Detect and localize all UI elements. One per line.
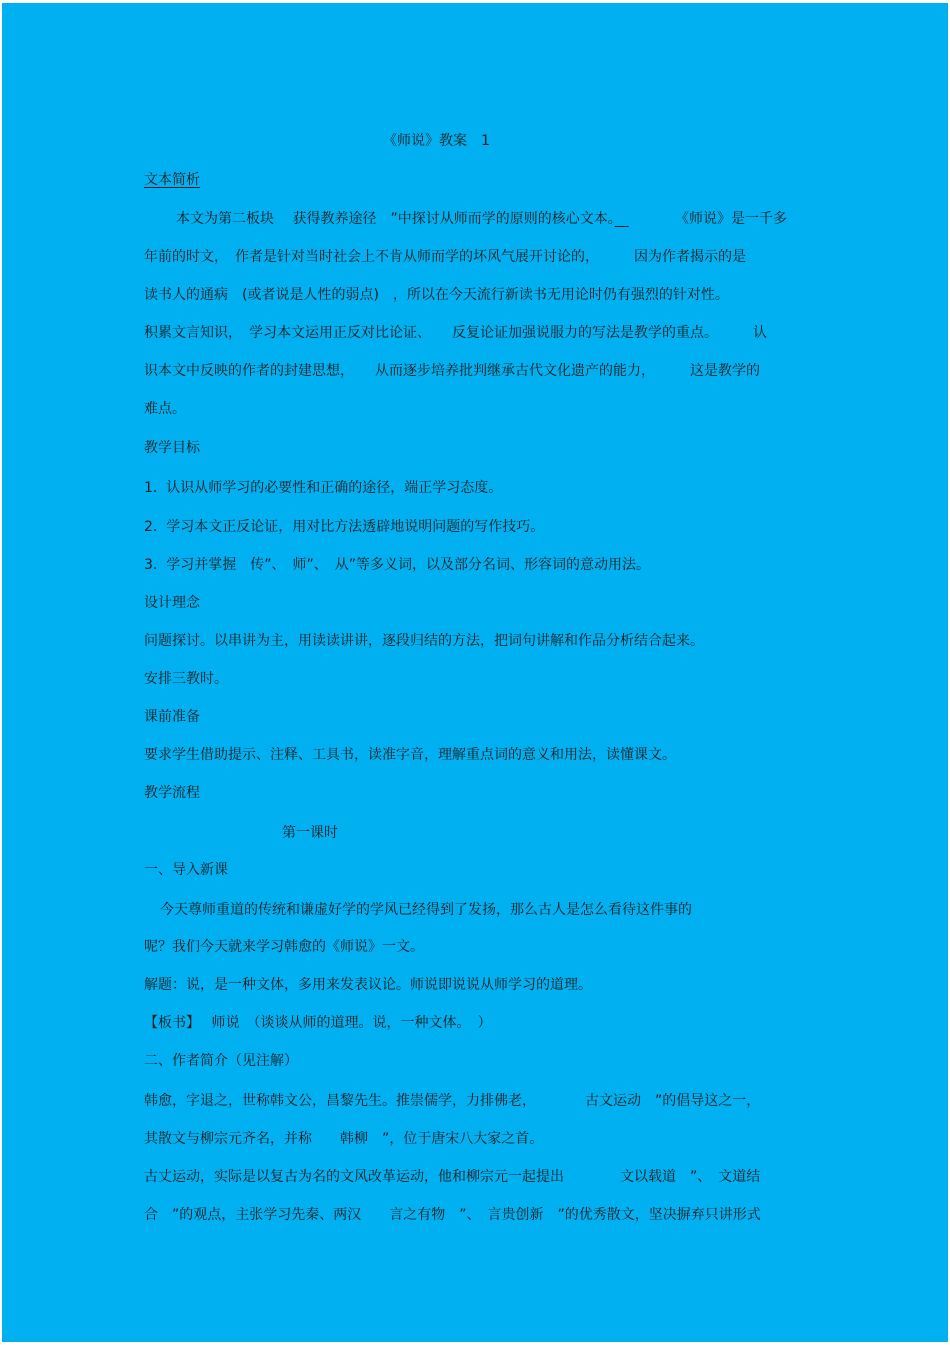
board-note: 【板书】 师说 （谈谈从师的道理。说，一种文体。 ） xyxy=(144,1015,492,1031)
analysis-paragraph-1-line-1b: 《师说》是一千多 xyxy=(675,211,787,227)
lesson-heading: 第一课时 xyxy=(282,825,338,841)
author-line-1: 韩愈，字退之，世称韩文公，昌黎先生。推崇儒学，力排佛老， 古文运动 ”的倡导这之一， xyxy=(144,1093,761,1109)
intro-line-2: 呢？我们今天就来学习韩愈的《师说》一文。 xyxy=(144,939,424,955)
goal-item-3: 3. 学习并掌握 传”、 师”、 从”等多义词，以及部分名词、形容词的意动用法。 xyxy=(144,557,651,573)
document-page xyxy=(2,3,948,1342)
goal-item-1: 1. 认识从师学习的必要性和正确的途径，端正学习态度。 xyxy=(144,480,503,496)
intro-line-1: 今天尊师重道的传统和谦虚好学的学风已经得到了发扬，那么古人是怎么看待这件事的 xyxy=(160,902,692,918)
analysis-paragraph-1-line-3: 读书人的通病 (或者说是人性的弱点) ，所以在今天流行新读书无用论时仍有强烈的针对性。 xyxy=(144,287,729,303)
prep-line-1: 要求学生借助提示、注释、工具书，读准字音，理解重点词的意义和用法，读懂课文。 xyxy=(144,747,676,763)
goal-item-2: 2. 学习本文正反论证，用对比方法透辟地说明问题的写作技巧。 xyxy=(144,519,545,535)
heading-design-concept: 设计理念 xyxy=(144,595,200,611)
analysis-paragraph-1-line-1a: 本文为第二板块 获得教养途径 ”中探讨从师而学的原则的核心文本。 xyxy=(176,211,615,227)
section-2-heading: 二、作者简介（见注解） xyxy=(144,1053,298,1069)
analysis-paragraph-2-line-1: 积累文言知识， 学习本文运用正反对比论证、 反复论证加强说服力的写法是教学的重点。 认 xyxy=(144,325,767,341)
analysis-paragraph-1-line-2: 年前的时文， 作者是针对当时社会上不肯从师而学的坏风气展开讨论的， 因为作者揭示的是 xyxy=(144,249,746,265)
author-line-2: 其散文与柳宗元齐名，并称 韩柳 ”，位于唐宋八大家之首。 xyxy=(144,1131,544,1147)
analysis-paragraph-2-line-2: 识本文中反映的作者的封建思想， 从而逐步培养批判继承古代文化遗产的能力， 这是教学的 xyxy=(144,363,760,379)
heading-class-prep: 课前准备 xyxy=(144,709,200,725)
heading-teaching-flow: 教学流程 xyxy=(144,785,200,801)
concept-line-2: 安排三教时。 xyxy=(144,671,228,687)
document-title: 《师说》教案 1 xyxy=(383,133,490,149)
heading-teaching-goals: 教学目标 xyxy=(144,440,200,456)
title-explanation: 解题：说，是一种文体，多用来发表议论。师说即说说从师学习的道理。 xyxy=(144,977,592,993)
movement-line-2: 合 ”的观点，主张学习先秦、两汉 言之有物 ”、 言贵创新 ”的优秀散文，坚决摒弃只讲形式 xyxy=(144,1207,761,1223)
heading-text-analysis: 文本简析 xyxy=(144,172,200,188)
section-1-heading: 一、导入新课 xyxy=(144,862,228,878)
analysis-paragraph-2-line-3: 难点。 xyxy=(144,401,186,417)
movement-line-1: 古丈运动，实际是以复古为名的文风改革运动，他和柳宗元一起提出 文以载道 ”、 文道结 xyxy=(144,1169,761,1185)
concept-line-1: 问题探讨。以串讲为主，用读读讲讲，逐段归结的方法，把词句讲解和作品分析结合起来。 xyxy=(144,633,704,649)
